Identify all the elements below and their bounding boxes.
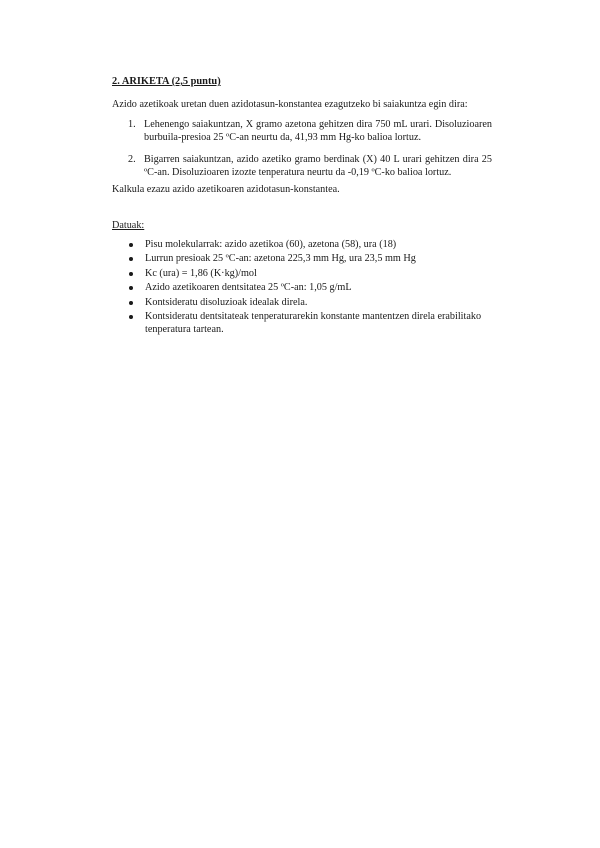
bullet-icon xyxy=(129,243,133,247)
data-item xyxy=(112,238,492,251)
data-item xyxy=(112,267,492,280)
data-item xyxy=(112,296,492,309)
step-text: Bigarren saiakuntzan, azido azetiko gramo berdinak (X) 40 L urari gehitzen dira 25 ºC-an. Disoluzioaren izozte tenperatura neurtu da -0,19 ºC-ko balioa lortuz. xyxy=(144,153,492,179)
data-list xyxy=(112,238,492,338)
bullet-icon xyxy=(129,301,133,305)
bullet-icon xyxy=(129,286,133,290)
bullet-icon xyxy=(129,315,133,319)
procedure-step-1 xyxy=(112,118,492,145)
bullet-icon xyxy=(129,257,133,261)
procedure-step-2 xyxy=(112,153,492,180)
data-item xyxy=(112,310,492,337)
data-item-text: Lurrun presioak 25 ºC-an: azetona 225,3 mm Hg, ura 23,5 mm Hg xyxy=(145,253,416,265)
step-number: 1. xyxy=(128,119,136,130)
step-number: 2. xyxy=(128,153,136,165)
question-paragraph: Kalkula ezazu azido azetikoaren azidotasun-konstantea. xyxy=(112,184,340,195)
procedure-list xyxy=(112,118,492,188)
bullet-icon xyxy=(129,272,133,276)
exercise-title: 2. ARIKETA (2,5 puntu) xyxy=(112,76,221,87)
step-text: Lehenengo saiakuntzan, X gramo azetona gehitzen dira 750 mL urari. Disoluzioaren burbuila-presioa 25 ºC-an neurtu da, 41,93 mm Hg-ko balioa lortuz. xyxy=(144,119,492,144)
data-item-text: Kontsideratu dentsitateak tenperaturarekin konstante mantentzen direla erabilitako tenperatura tartean. xyxy=(145,311,482,336)
data-heading: Datuak: xyxy=(112,220,145,231)
data-item xyxy=(112,281,492,294)
intro-paragraph: Azido azetikoak uretan duen azidotasun-konstantea ezagutzeko bi saiakuntza egin dira: xyxy=(112,99,468,110)
data-item-text: Kontsideratu disoluzioak idealak direla. xyxy=(145,296,308,308)
data-item-text: Pisu molekularrak: azido azetikoa (60), azetona (58), ura (18) xyxy=(145,239,397,250)
data-item xyxy=(112,252,492,265)
data-item-text: Azido azetikoaren dentsitatea 25 ºC-an: 1,05 g/mL xyxy=(145,282,352,294)
data-item-text: Kc (ura) = 1,86 (K·kg)/mol xyxy=(145,267,257,279)
